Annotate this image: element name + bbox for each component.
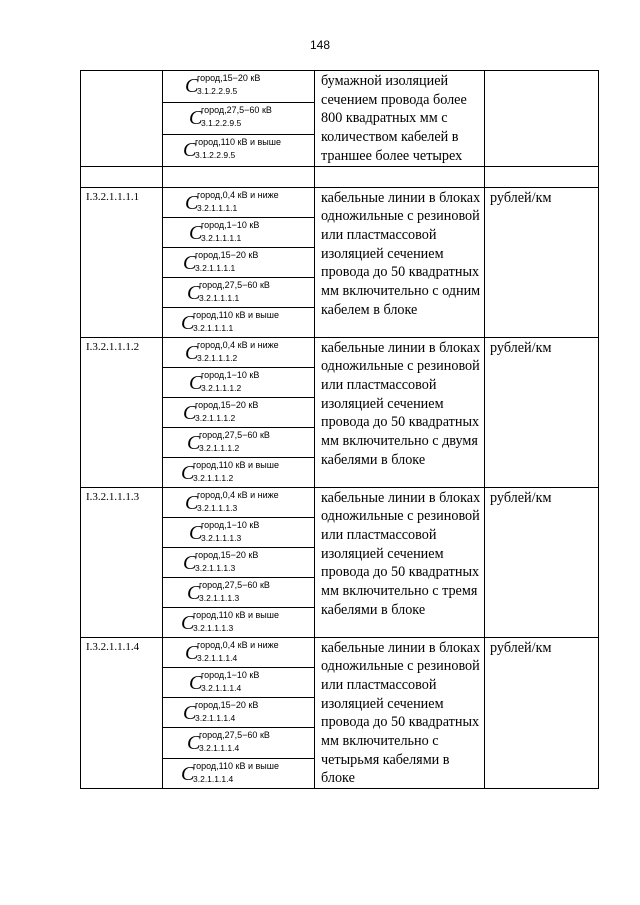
table-row [81,337,599,367]
formula-symbol: C [183,702,197,725]
formula-subscript: 3.2.1.1.1.3 [199,592,240,603]
formula-cell [163,728,315,758]
formula-symbol: C [185,191,199,214]
formula-superscript: город,110 кВ и выше [193,309,279,320]
table-row [81,487,599,517]
tariff-formula [163,638,314,667]
tariff-formula [163,135,314,164]
tariff-formula [163,248,314,277]
formula-symbol: C [183,551,197,574]
tariff-formula [163,428,314,457]
formula-superscript: город,27,5−60 кВ [199,579,270,590]
row-unit: рублей/км [485,637,599,789]
formula-subscript: 3.2.1.1.1.3 [195,562,236,573]
formula-subscript: 3.2.1.1.1.3 [201,532,242,543]
table-row [81,71,599,103]
formula-superscript: город,1−10 кВ [201,519,260,530]
formula-superscript: город,110 кВ и выше [193,459,279,470]
formula-superscript: город,0,4 кВ и ниже [197,489,279,500]
tariff-table-body [81,71,599,789]
empty-cell [485,166,599,187]
formula-cell [163,637,315,667]
formula-symbol: C [189,371,203,394]
formula-symbol: C [187,732,201,755]
formula-cell [163,607,315,637]
row-code-cell [81,71,163,167]
formula-superscript: город,110 кВ и выше [195,136,281,147]
formula-subscript: 3.2.1.1.1.1 [199,292,240,303]
tariff-formula [163,458,314,487]
formula-cell [163,337,315,367]
formula-subscript: 3.2.1.1.1.3 [193,622,234,633]
formula-subscript: 3.1.2.2.9.5 [201,117,242,128]
formula-cell [163,307,315,337]
formula-cell [163,758,315,788]
tariff-formula [163,338,314,367]
formula-cell [163,517,315,547]
formula-cell [163,427,315,457]
formula-cell [163,102,315,134]
formula-superscript: город,0,4 кВ и ниже [197,339,279,350]
formula-superscript: город,15−20 кВ [195,549,259,560]
tariff-formula [163,518,314,547]
tariff-formula [163,759,314,788]
row-description: бумажной изоляцией сечением провода более 800 квадратных мм с количеством кабелей в траншее более четырех [315,71,485,167]
formula-superscript: город,27,5−60 кВ [199,279,270,290]
formula-cell [163,698,315,728]
row-code: I.3.2.1.1.1.3 [86,490,140,503]
formula-superscript: город,0,4 кВ и ниже [197,189,279,200]
formula-superscript: город,1−10 кВ [201,669,260,680]
formula-symbol: C [189,106,203,129]
row-code: I.3.2.1.1.1.4 [86,640,140,653]
tariff-formula [163,578,314,607]
formula-symbol: C [189,221,203,244]
formula-cell [163,367,315,397]
formula-symbol: C [185,491,199,514]
formula-superscript: город,110 кВ и выше [193,609,279,620]
formula-subscript: 3.2.1.1.1.2 [199,442,240,453]
formula-cell [163,187,315,217]
empty-cell [163,166,315,187]
formula-superscript: город,110 кВ и выше [193,760,279,771]
empty-cell [315,166,485,187]
formula-subscript: 3.2.1.1.1.2 [195,412,236,423]
row-description: кабельные линии в блоках одножильные с резиновой или пластмассовой изоляцией сечением провода до 50 квадратных мм включительно с двумя кабелями в блоке [315,337,485,487]
table-row [81,187,599,217]
formula-subscript: 3.2.1.1.1.4 [201,682,242,693]
tariff-formula [163,368,314,397]
formula-symbol: C [189,671,203,694]
tariff-formula [163,71,314,100]
tariff-formula [163,188,314,217]
formula-subscript: 3.2.1.1.1.1 [193,322,234,333]
formula-subscript: 3.1.2.2.9.5 [195,149,236,160]
formula-superscript: город,1−10 кВ [201,369,260,380]
row-code-cell [81,487,163,637]
formula-symbol: C [181,762,195,785]
formula-subscript: 3.2.1.1.1.3 [197,502,238,513]
tariff-formula [163,398,314,427]
formula-cell [163,71,315,103]
formula-subscript: 3.2.1.1.1.1 [201,232,242,243]
formula-cell [163,397,315,427]
tariff-formula [163,488,314,517]
formula-symbol: C [181,611,195,634]
tariff-formula [163,308,314,337]
formula-symbol: C [183,251,197,274]
formula-cell [163,487,315,517]
formula-cell [163,667,315,697]
formula-subscript: 3.2.1.1.1.4 [195,713,236,724]
formula-superscript: город,1−10 кВ [201,219,260,230]
tariff-formula [163,278,314,307]
formula-subscript: 3.2.1.1.1.1 [197,202,238,213]
row-code: I.3.2.1.1.1.1 [86,190,140,203]
formula-symbol: C [181,311,195,334]
row-description: кабельные линии в блоках одножильные с резиновой или пластмассовой изоляцией сечением провода до 50 квадратных мм включительно с тремя кабелями в блоке [315,487,485,637]
tariff-formula [163,698,314,727]
formula-superscript: город,27,5−60 кВ [199,429,270,440]
formula-superscript: город,27,5−60 кВ [201,104,272,115]
spacer-row [81,166,599,187]
formula-symbol: C [185,641,199,664]
formula-symbol: C [187,281,201,304]
row-unit: рублей/км [485,187,599,337]
row-description: кабельные линии в блоках одножильные с резиновой или пластмассовой изоляцией сечением провода до 50 квадратных мм включительно с одним кабелем в блоке [315,187,485,337]
formula-superscript: город,27,5−60 кВ [199,730,270,741]
tariff-formula [163,218,314,247]
empty-cell [81,166,163,187]
formula-symbol: C [185,75,199,97]
row-code-cell [81,337,163,487]
formula-cell [163,217,315,247]
formula-subscript: 3.2.1.1.1.2 [193,472,234,483]
formula-cell [163,134,315,166]
formula-cell [163,577,315,607]
formula-subscript: 3.2.1.1.1.4 [193,773,234,784]
tariff-formula [163,548,314,577]
row-unit: рублей/км [485,337,599,487]
formula-subscript: 3.2.1.1.1.1 [195,262,236,273]
formula-subscript: 3.2.1.1.1.4 [199,743,240,754]
tariff-formula [163,668,314,697]
formula-superscript: город,0,4 кВ и ниже [197,639,279,650]
formula-symbol: C [185,341,199,364]
formula-cell [163,547,315,577]
tariff-formula [163,103,314,132]
formula-subscript: 3.1.2.2.9.5 [197,86,238,96]
formula-superscript: город,15−20 кВ [195,700,259,711]
page-number: 148 [309,38,331,52]
formula-symbol: C [181,461,195,484]
row-code-cell [81,187,163,337]
formula-subscript: 3.2.1.1.1.2 [197,352,238,363]
formula-symbol: C [183,138,197,161]
formula-cell [163,277,315,307]
formula-subscript: 3.2.1.1.1.2 [201,382,242,393]
row-code [81,71,162,74]
formula-superscript: город,15−20 кВ [195,399,259,410]
formula-symbol: C [189,521,203,544]
formula-cell [163,457,315,487]
formula-symbol: C [187,431,201,454]
formula-subscript: 3.2.1.1.1.4 [197,652,238,663]
formula-symbol: C [187,581,201,604]
row-description: кабельные линии в блоках одножильные с резиновой или пластмассовой изоляцией сечением провода до 50 квадратных мм включительно с четырьмя кабелями в блоке [315,637,485,789]
formula-cell [163,247,315,277]
row-unit: рублей/км [485,487,599,637]
row-code-cell [81,637,163,789]
table-row [81,637,599,667]
formula-symbol: C [183,401,197,424]
tariff-formula [163,608,314,637]
tariff-table [80,70,599,789]
formula-superscript: город,15−20 кВ [195,249,259,260]
tariff-formula [163,728,314,757]
row-code: I.3.2.1.1.1.2 [86,340,140,353]
formula-superscript: город,15−20 кВ [197,73,261,83]
row-unit [485,71,599,167]
